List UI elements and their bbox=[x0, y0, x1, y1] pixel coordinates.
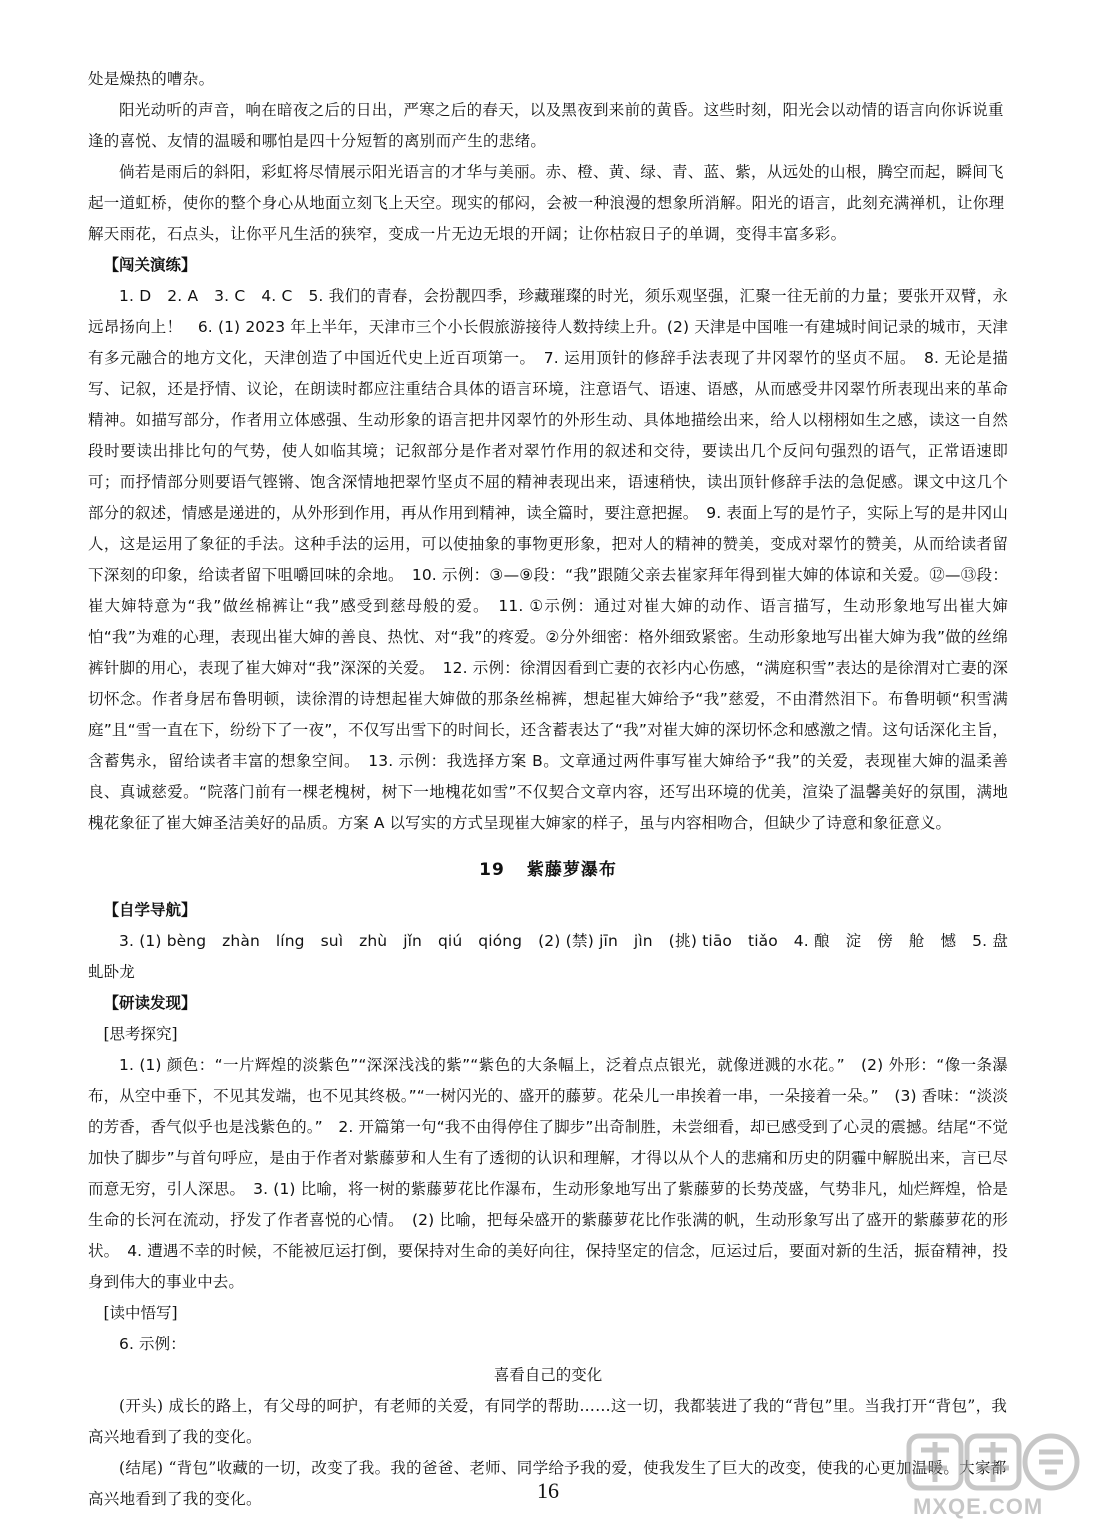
essay-ending: (结尾) “背包”收藏的一切，改变了我。我的爸爸、老师、同学给予我的爱，使我发生了巨大的改变，使我的心更加温暖。大家都高兴地看到了我的变化。 bbox=[88, 1459, 1007, 1508]
answers-zixue: 3. (1) bèng zhàn líng suì zhù jǐn qiú qióng (2) (禁) jīn jìn (挑) tiāo tiǎo 4. 酿 淀 傍 舱 憾 5. 盘虬卧龙 bbox=[88, 932, 1008, 981]
lesson-name: 紫藤萝瀑布 bbox=[526, 860, 617, 880]
watermark-logo-icon bbox=[905, 1428, 1081, 1498]
lesson-title bbox=[88, 853, 1008, 887]
subheading-duzhong: [读中悟写] bbox=[103, 1304, 178, 1322]
watermark-text: MXQE.COM bbox=[913, 1494, 1044, 1519]
answers-sikao: 1. (1) 颜色：“一片辉煌的淡紫色”“深深浅浅的紫”“紫色的大条幅上，泛着点点银光，就像迸溅的水花。” (2) 外形：“像一条瀑布，从空中垂下，不见其发端，也不见其终极。”“一树闪光的、盛开的藤萝。花朵儿一串挨着一串，一朵接着一朵。” (3) 香味：“淡淡的芳香，香气似乎也是浅紫色的。” 2. 开篇第一句“我不由得停住了脚步”出奇制胜，未尝细看，却已感受到了心灵的震撼。结尾“不觉加快了脚步”与首句呼应，是由于作者对紫藤萝和人生有了透彻的认识和理解，才得以从个人的悲痛和历史的阴霾中解脱出来，言已尽而意无穷，引人深思。 3. (1) 比喻，将一树的紫藤萝花比作瀑布，生动形象地写出了紫藤萝的长势茂盛，气势非凡，灿烂辉煌，恰是生命的长河在流动，抒发了作者喜悦的心情。 (2) 比喻，把每朵盛开的紫藤萝花比作张满的帆，生动形象写出了盛开的紫藤萝花的形状。 4. 遭遇不幸的时候，不能被厄运打倒，要保持对生命的美好向往，保持坚定的信念，厄运过后，要面对新的生活，振奋精神，投身到伟大的事业中去。 bbox=[88, 1056, 1008, 1291]
fragment-paragraph-2: 倘若是雨后的斜阳，彩虹将尽情展示阳光语言的才华与美丽。赤、橙、黄、绿、青、蓝、紫，从远处的山根，腾空而起，瞬间飞起一道虹桥，使你的整个身心从地面立刻飞上天空。现实的郁闷，会被一种浪漫的想象所消解。阳光的语言，此刻充满禅机，让你理解天雨花，石点头，让你平凡生活的狭窄，变成一片无边无垠的开阔；让你枯寂日子的单调，变得丰富多彩。 bbox=[88, 163, 1005, 243]
item-6: 6. 示例： bbox=[119, 1335, 186, 1353]
page-content bbox=[88, 64, 1008, 1515]
essay-title: 喜看自己的变化 bbox=[493, 1366, 603, 1384]
section-heading-zixue: 【自学导航】 bbox=[103, 901, 197, 919]
subheading-sikao: [思考探究] bbox=[103, 1025, 178, 1043]
essay-opening: (开头) 成长的路上，有父母的呵护，有老师的关爱，有同学的帮助……这一切，我都装进了我的“背包”里。当我打开“背包”，我高兴地看到了我的变化。 bbox=[88, 1397, 1008, 1446]
watermark-logo bbox=[905, 1428, 1081, 1524]
page-number: 16 bbox=[537, 1478, 559, 1503]
section-heading-yandu: 【研读发现】 bbox=[103, 994, 197, 1012]
fragment-line: 处是燥热的嘈杂。 bbox=[88, 70, 215, 88]
lesson-number: 19 bbox=[479, 860, 505, 880]
answers-chuangguan: 1. D 2. A 3. C 4. C 5. 我们的青春，会扮靓四季，珍藏璀璨的时光，须乐观坚强，汇聚一往无前的力量；要张开双臂，永远昂扬向上！ 6. (1) 2023 年上半年，天津市三个小长假旅游接待人数持续上升。(2) 天津是中国唯一有建城时间记录的城市，天津有多元融合的地方文化，天津创造了中国近代史上近百项第一。 7. 运用顶针的修辞手法表现了井冈翠竹的坚贞不屈。 8. 无论是描写、记叙，还是抒情、议论，在朗读时都应注重结合具体的语言环境，注意语气、语速、语感，从而感受井冈翠竹所表现出来的革命精神。如描写部分，作者用立体感强、生动形象的语言把井冈翠竹的外形生动、具体地描绘出来，给人以栩栩如生之感，读这一自然段时要读出排比句的气势，使人如临其境；记叙部分是作者对翠竹作用的叙述和交待，要读出几个反问句强烈的语气，正常语速即可；而抒情部分则要语气铿锵、饱含深情地把翠竹坚贞不屈的精神表现出来，语速稍快，读出顶针修辞手法的急促感。课文中这几个部分的叙述，情感是递进的，从外形到作用，再从作用到精神，读全篇时，要注意把握。 9. 表面上写的是竹子，实际上写的是井冈山人，这是运用了象征的手法。这种手法的运用，可以使抽象的事物更形象，把对人的精神的赞美，变成对翠竹的赞美，从而给读者留下深刻的印象，给读者留下咀嚼回味的余地。 10. 示例：③—⑨段：“我”跟随父亲去崔家拜年得到崔大婶的体谅和关爱。⑫—⑬段：崔大婶特意为“我”做丝棉裤让“我”感受到慈母般的爱。 11. ①示例：通过对崔大婶的动作、语言描写，生动形象地写出崔大婶怕“我”为难的心理，表现出崔大婶的善良、热忱、对“我”的疼爱。②分外细密：格外细致紧密。生动形象地写出崔大婶为我”做的丝绵裤针脚的用心，表现了崔大婶对“我”深深的关爱。 12. 示例：徐渭因看到亡妻的衣衫内心伤感，“满庭积雪”表达的是徐渭对亡妻的深切怀念。作者身居布鲁明顿，读徐渭的诗想起崔大婶做的那条丝棉裤，想起崔大婶给予“我”慈爱，不由潸然泪下。布鲁明顿“积雪满庭”且“雪一直在下，纷纷下了一夜”，不仅写出雪下的时间长，还含蓄表达了“我”对崔大婶的深切怀念和感激之情。这句话深化主旨，含蓄隽永，留给读者丰富的想象空间。 13. 示例：我选择方案 B。文章通过两件事写崔大婶给予“我”的关爱，表现崔大婶的温柔善良、真诚慈爱。“院落门前有一棵老槐树，树下一地槐花如雪”不仅契合文章内容，还写出环境的优美，渲染了温馨美好的氛围，满地槐花象征了崔大婶圣洁美好的品质。方案 A 以写实的方式呈现崔大婶家的样子，虽与内容相吻合，但缺少了诗意和象征意义。 bbox=[88, 287, 1008, 832]
fragment-paragraph-1: 阳光动听的声音，响在暗夜之后的日出，严寒之后的春天，以及黑夜到来前的黄昏。这些时刻，阳光会以动情的语言向你诉说重逢的喜悦、友情的温暖和哪怕是四十分短暂的离别而产生的悲绪。 bbox=[88, 101, 1004, 150]
section-heading-chuangguan: 【闯关演练】 bbox=[103, 256, 197, 274]
